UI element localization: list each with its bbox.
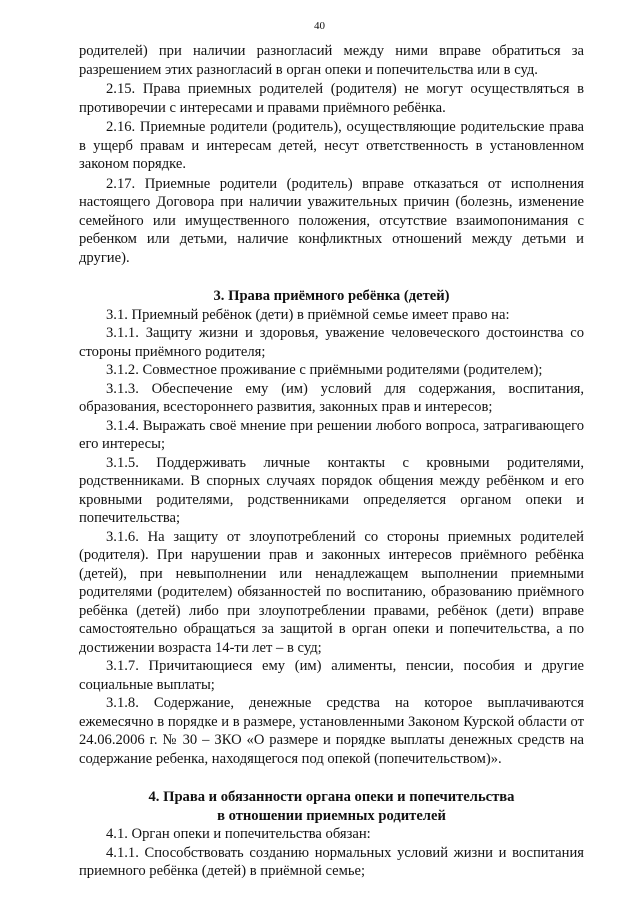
paragraph-continuation: родителей) при наличии разногласий между ними вправе обратиться за разрешением этих разногласий в орган опеки и попечительства или в суд. <box>79 43 584 78</box>
paragraph-2-16: 2.16. Приемные родители (родитель), осуществляющие родительские права в ущерб правам и интересам детей, несут ответственность в установленном законом порядке. <box>79 119 584 172</box>
paragraph-3-1-1: 3.1.1. Защиту жизни и здоровья, уважение человеческого достоинства со стороны приёмного родителя; <box>79 325 584 360</box>
page-number: 40 <box>314 20 325 32</box>
paragraph-3-1-6: 3.1.6. На защиту от злоупотреблений со стороны приемных родителей (родителя). При нарушении прав и законных интересов приёмного ребёнка (детей), при невыполнении или ненадлежащем выполнении приемными родителями (родителем) обязанностей по воспитанию, образованию приёмного ребёнка (детей) либо при злоупотреблении правами, ребёнок (дети) вправе самостоятельно обращаться за защитой в орган опеки и попечительства, а по достижении возраста 14-ти лет – в суд; <box>79 528 584 656</box>
paragraph-3-1-2: 3.1.2. Совместное проживание с приёмными родителями (родителем); <box>106 362 543 378</box>
paragraph-4-1-1: 4.1.1. Способствовать созданию нормальных условий жизни и воспитания приемного ребёнка (детей) в приёмной семье; <box>79 844 584 879</box>
paragraph-2-17: 2.17. Приемные родители (родитель) вправе отказаться от исполнения настоящего Договора при наличии уважительных причин (болезнь, изменение семейного или имущественного положения, отсутствие взаимопонимания с ребенком или детьми, наличие конфликтных отношений между детьми и другие). <box>79 175 584 266</box>
paragraph-4-1: 4.1. Орган опеки и попечительства обязан: <box>106 826 371 842</box>
paragraph-3-1-4: 3.1.4. Выражать своё мнение при решении любого вопроса, затрагивающего его интересы; <box>79 417 584 452</box>
paragraph-2-15: 2.15. Права приемных родителей (родителя) не могут осуществляться в противоречии с интересами и правами приёмного ребёнка. <box>79 81 584 116</box>
paragraph-3-1-3: 3.1.3. Обеспечение ему (им) условий для содержания, воспитания, образования, всестороннего развития, законных прав и интересов; <box>79 380 584 415</box>
section-4-heading-line2: в отношении приемных родителей <box>217 807 446 824</box>
paragraph-3-1: 3.1. Приемный ребёнок (дети) в приёмной семье имеет право на: <box>106 306 510 323</box>
section-3-heading: 3. Права приёмного ребёнка (детей) <box>213 288 450 304</box>
paragraph-3-1-8: 3.1.8. Содержание, денежные средства на которое выплачиваются ежемесячно в порядке и в размере, установленными Законом Курской области от 24.06.2006 г. № 30 – ЗКО «О размере и порядке выплаты денежных средств на содержание ребенка, находящегося под опекой (попечительством)». <box>79 695 584 767</box>
paragraph-3-1-7: 3.1.7. Причитающиеся ему (им) алименты, пенсии, пособия и другие социальные выплаты; <box>79 658 584 693</box>
paragraph-3-1-5: 3.1.5. Поддерживать личные контакты с кровными родителями, родственниками. В спорных случаях порядок общения между ребёнком и его кровными родителями, родственниками определяется органом опеки и попечительства; <box>79 454 584 526</box>
section-4-heading-line1: 4. Права и обязанности органа опеки и попечительства <box>148 789 515 805</box>
document-body <box>79 42 584 881</box>
